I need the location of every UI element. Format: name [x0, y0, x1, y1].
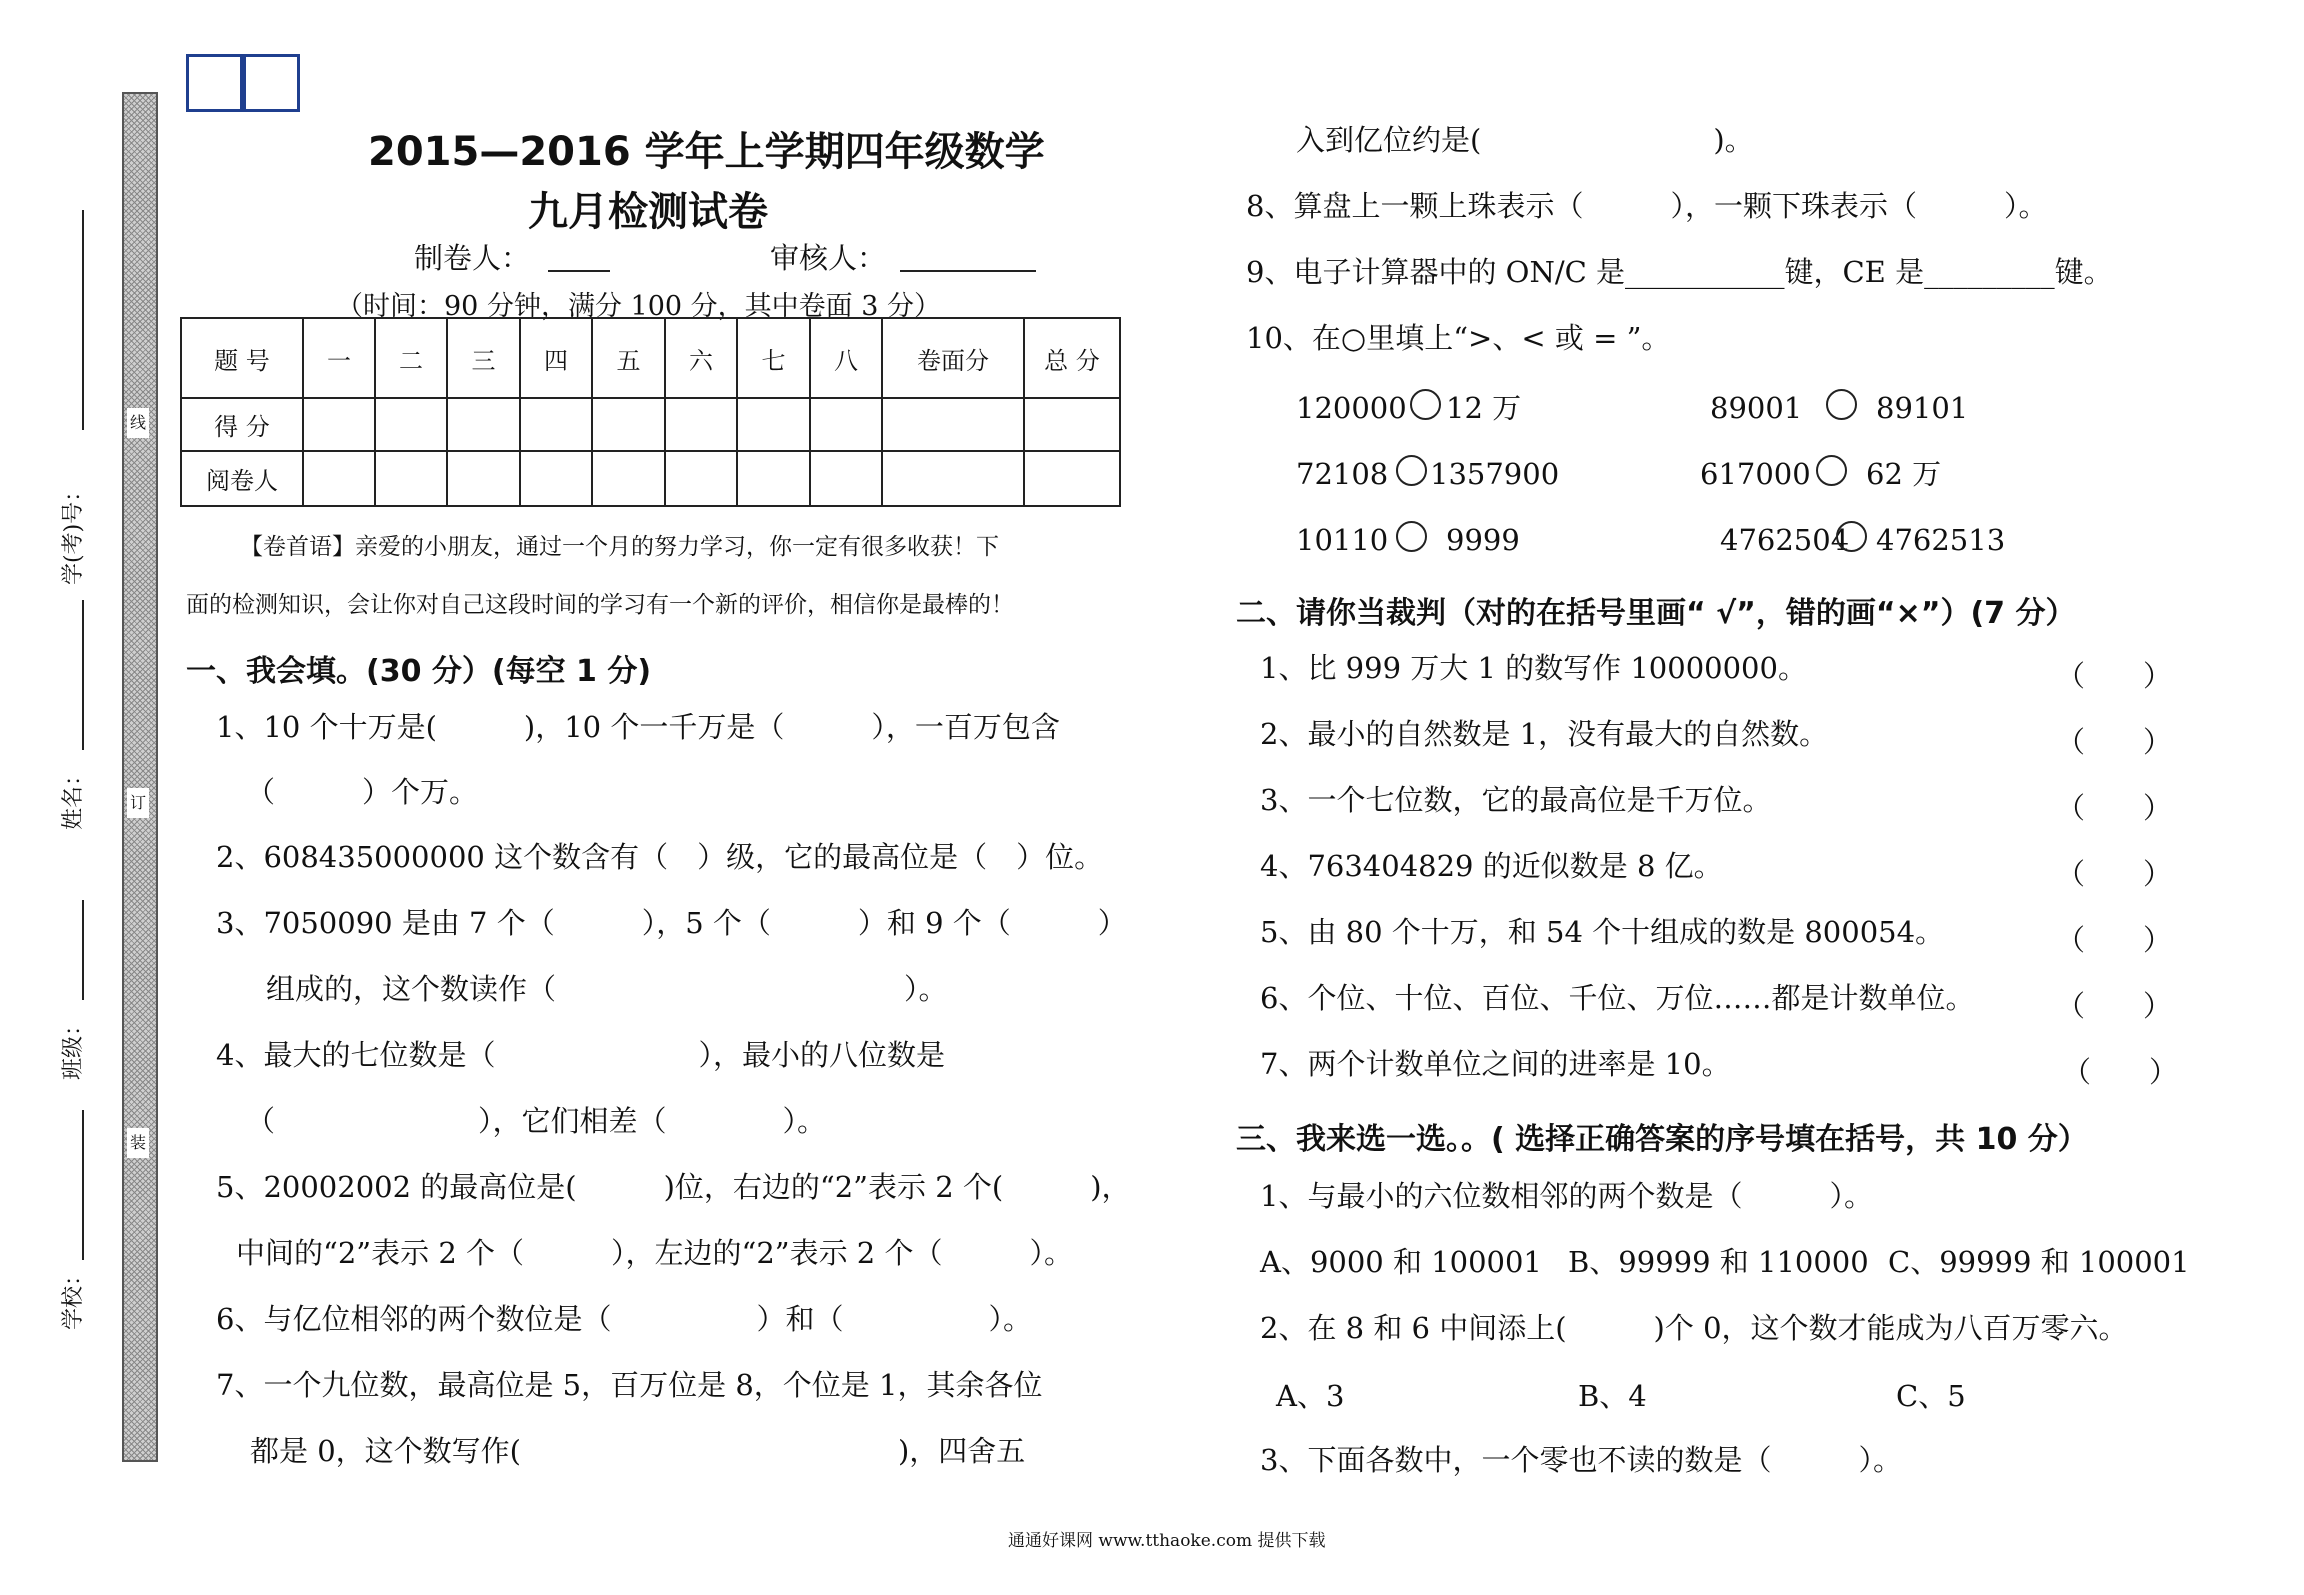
compare-right-value: 89101 [1876, 391, 1969, 425]
score-cell[interactable] [303, 451, 375, 506]
judge-answer-6[interactable]: （ ） [2056, 989, 2173, 1023]
choice-q2-option-b[interactable]: B、4 [1578, 1379, 1647, 1413]
header-cell: 二 [375, 318, 447, 398]
seal-box-right [240, 54, 300, 112]
choice-q1-option-c[interactable]: C、99999 和 100001 [1888, 1245, 2190, 1279]
score-cell[interactable] [810, 451, 882, 506]
choice-q1-option-a[interactable]: A、9000 和 100001 [1260, 1245, 1542, 1279]
header-cell: 三 [447, 318, 520, 398]
header-cell: 八 [810, 318, 882, 398]
judge-item-3: 3、一个七位数，它的最高位是千万位。 [1260, 783, 1772, 817]
score-cell[interactable] [737, 398, 810, 451]
score-cell[interactable] [665, 398, 737, 451]
q1-line-1: 1、10 个十万是( )，10 个一千万是（ ），一百万包含 [216, 710, 1060, 744]
compare-left-value: 4762504 [1720, 523, 1850, 557]
compare-right-value: 1357900 [1430, 457, 1560, 491]
judge-answer-7[interactable]: （ ） [2062, 1055, 2179, 1089]
section-2-title: 二、请你当裁判（对的在括号里画“ √”，错的画“×”）(7 分） [1236, 596, 2076, 631]
binding-char-xian: 线 [127, 408, 149, 438]
binding-strip [122, 92, 158, 1462]
choice-q2: 2、在 8 和 6 中间添上( )个 0，这个数才能成为八百万零六。 [1260, 1311, 2128, 1345]
compare-right-value: 62 万 [1866, 457, 1942, 491]
q10-line: 10、在○里填上“>、< 或 = ”。 [1246, 321, 1671, 355]
q6-line: 6、与亿位相邻的两个数位是（ ）和（ ）。 [216, 1302, 1032, 1336]
choice-q2-option-a[interactable]: A、3 [1276, 1379, 1345, 1413]
compare-left-value: 617000 [1700, 457, 1811, 491]
score-cell[interactable] [882, 398, 1024, 451]
score-cell[interactable] [665, 451, 737, 506]
q3-line-2: 组成的，这个数读作（ ）。 [266, 972, 948, 1006]
student-id-label: 学(考)号： [61, 479, 86, 585]
choice-q2-option-c[interactable]: C、5 [1896, 1379, 1966, 1413]
score-table [180, 317, 1121, 507]
judge-answer-5[interactable]: （ ） [2056, 923, 2173, 957]
intro-line-1: 【卷首语】亲爱的小朋友，通过一个月的努力学习，你一定有很多收获！下 [240, 534, 999, 560]
choice-q1: 1、与最小的六位数相邻的两个数是（ ）。 [1260, 1179, 1873, 1213]
maker-label: 制卷人： [414, 241, 531, 275]
judge-answer-3[interactable]: （ ） [2056, 791, 2173, 825]
intro-line-2: 面的检测知识，会让你对自己这段时间的学习有一个新的评价，相信你是最棒的！ [186, 592, 1014, 618]
compare-left-value: 72108 [1296, 457, 1389, 491]
score-cell[interactable] [882, 451, 1024, 506]
score-cell[interactable] [1024, 398, 1120, 451]
school-blank[interactable] [82, 1110, 84, 1260]
judge-answer-2[interactable]: （ ） [2056, 725, 2173, 759]
q9-line: 9、电子计算器中的 ON/C 是___________键，CE 是_________键。 [1246, 255, 2113, 289]
score-cell[interactable] [447, 451, 520, 506]
exam-subtitle: 九月检测试卷 [528, 189, 768, 235]
q8-line: 8、算盘上一颗上珠表示（ ），一颗下珠表示（ ）。 [1246, 189, 2048, 223]
footer-credit: 通通好课网 www.tthaoke.com 提供下载 [1008, 1531, 1326, 1551]
maker-blank[interactable] [548, 270, 610, 272]
judge-answer-4[interactable]: （ ） [2056, 857, 2173, 891]
score-cell[interactable] [737, 451, 810, 506]
row-label: 阅卷人 [181, 451, 303, 506]
q5-line-2: 中间的“2”表示 2 个（ ），左边的“2”表示 2 个（ ）。 [236, 1236, 1073, 1270]
q7-line-1: 7、一个九位数，最高位是 5，百万位是 8，个位是 1，其余各位 [216, 1368, 1043, 1402]
score-cell[interactable] [592, 398, 665, 451]
score-cell[interactable] [520, 451, 592, 506]
compare-circle[interactable] [1410, 389, 1441, 420]
judge-item-7: 7、两个计数单位之间的进率是 10。 [1260, 1047, 1731, 1081]
score-cell[interactable] [303, 398, 375, 451]
q5-line-1: 5、20002002 的最高位是( )位，右边的“2”表示 2 个( )， [216, 1170, 1131, 1204]
name-label: 姓名： [61, 763, 86, 830]
compare-left-value: 120000 [1296, 391, 1407, 425]
judge-item-2: 2、最小的自然数是 1，没有最大的自然数。 [1260, 717, 1829, 751]
section-3-title: 三、我来选一选。。( 选择正确答案的序号填在括号，共 10 分） [1236, 1122, 2088, 1157]
reviewer-row [181, 451, 1120, 506]
class-label: 班级： [61, 1013, 86, 1080]
q3-line-1: 3、7050090 是由 7 个（ ），5 个（ ）和 9 个（ ） [216, 906, 1127, 940]
compare-circle[interactable] [1396, 455, 1427, 486]
score-cell[interactable] [1024, 451, 1120, 506]
binding-char-zhuang: 装 [127, 1128, 149, 1158]
score-row [181, 398, 1120, 451]
compare-right-value: 12 万 [1446, 391, 1522, 425]
header-cell: 题 号 [181, 318, 303, 398]
binding-char-ding: 订 [127, 788, 149, 818]
judge-item-4: 4、763404829 的近似数是 8 亿。 [1260, 849, 1723, 883]
compare-circle[interactable] [1826, 389, 1857, 420]
judge-item-6: 6、个位、十位、百位、千位、万位……都是计数单位。 [1260, 981, 1975, 1015]
q7-line-2: 都是 0，这个数写作( )，四舍五 [250, 1434, 1026, 1468]
q1-line-2: （ ）个万。 [246, 775, 479, 809]
reviewer-label: 审核人： [770, 241, 887, 275]
header-cell: 四 [520, 318, 592, 398]
reviewer-blank[interactable] [900, 270, 1036, 272]
header-cell: 一 [303, 318, 375, 398]
score-cell[interactable] [375, 398, 447, 451]
compare-right-value: 9999 [1446, 523, 1520, 557]
choice-q1-option-b[interactable]: B、99999 和 110000 [1568, 1245, 1869, 1279]
row-label: 得 分 [181, 398, 303, 451]
q4-line-1: 4、最大的七位数是（ ），最小的八位数是 [216, 1038, 945, 1072]
judge-answer-1[interactable]: （ ） [2056, 659, 2173, 693]
name-blank[interactable] [82, 600, 84, 750]
q7-continuation: 入到亿位约是( )。 [1296, 123, 1754, 157]
student-id-blank[interactable] [82, 210, 84, 430]
compare-circle[interactable] [1396, 521, 1427, 552]
header-cell: 卷面分 [882, 318, 1024, 398]
compare-circle[interactable] [1816, 455, 1847, 486]
header-cell: 五 [592, 318, 665, 398]
q4-line-2: （ ），它们相差（ ）。 [246, 1104, 827, 1138]
score-cell[interactable] [592, 451, 665, 506]
header-cell: 七 [737, 318, 810, 398]
score-cell[interactable] [810, 398, 882, 451]
judge-item-5: 5、由 80 个十万，和 54 个十组成的数是 800054。 [1260, 915, 1945, 949]
score-cell[interactable] [447, 398, 520, 451]
compare-circle[interactable] [1836, 521, 1867, 552]
score-cell[interactable] [375, 451, 447, 506]
judge-item-1: 1、比 999 万大 1 的数写作 10000000。 [1260, 651, 1807, 685]
header-cell: 六 [665, 318, 737, 398]
compare-left-value: 10110 [1296, 523, 1389, 557]
header-cell: 总 分 [1024, 318, 1120, 398]
class-blank[interactable] [82, 900, 84, 1000]
choice-q3: 3、下面各数中，一个零也不读的数是（ ）。 [1260, 1443, 1902, 1477]
section-1-title: 一、我会填。(30 分）(每空 1 分) [186, 654, 652, 689]
compare-right-value: 4762513 [1876, 523, 2006, 557]
school-label: 学校： [61, 1263, 86, 1330]
seal-box-left [186, 54, 246, 112]
time-note: （时间：90 分钟，满分 100 分，其中卷面 3 分） [336, 291, 941, 322]
score-cell[interactable] [520, 398, 592, 451]
compare-left-value: 89001 [1710, 391, 1803, 425]
q2-line: 2、608435000000 这个数含有（ ）级，它的最高位是（ ）位。 [216, 840, 1104, 874]
exam-title: 2015—2016 学年上学期四年级数学 [368, 129, 1045, 175]
score-table-header-row [181, 318, 1120, 398]
